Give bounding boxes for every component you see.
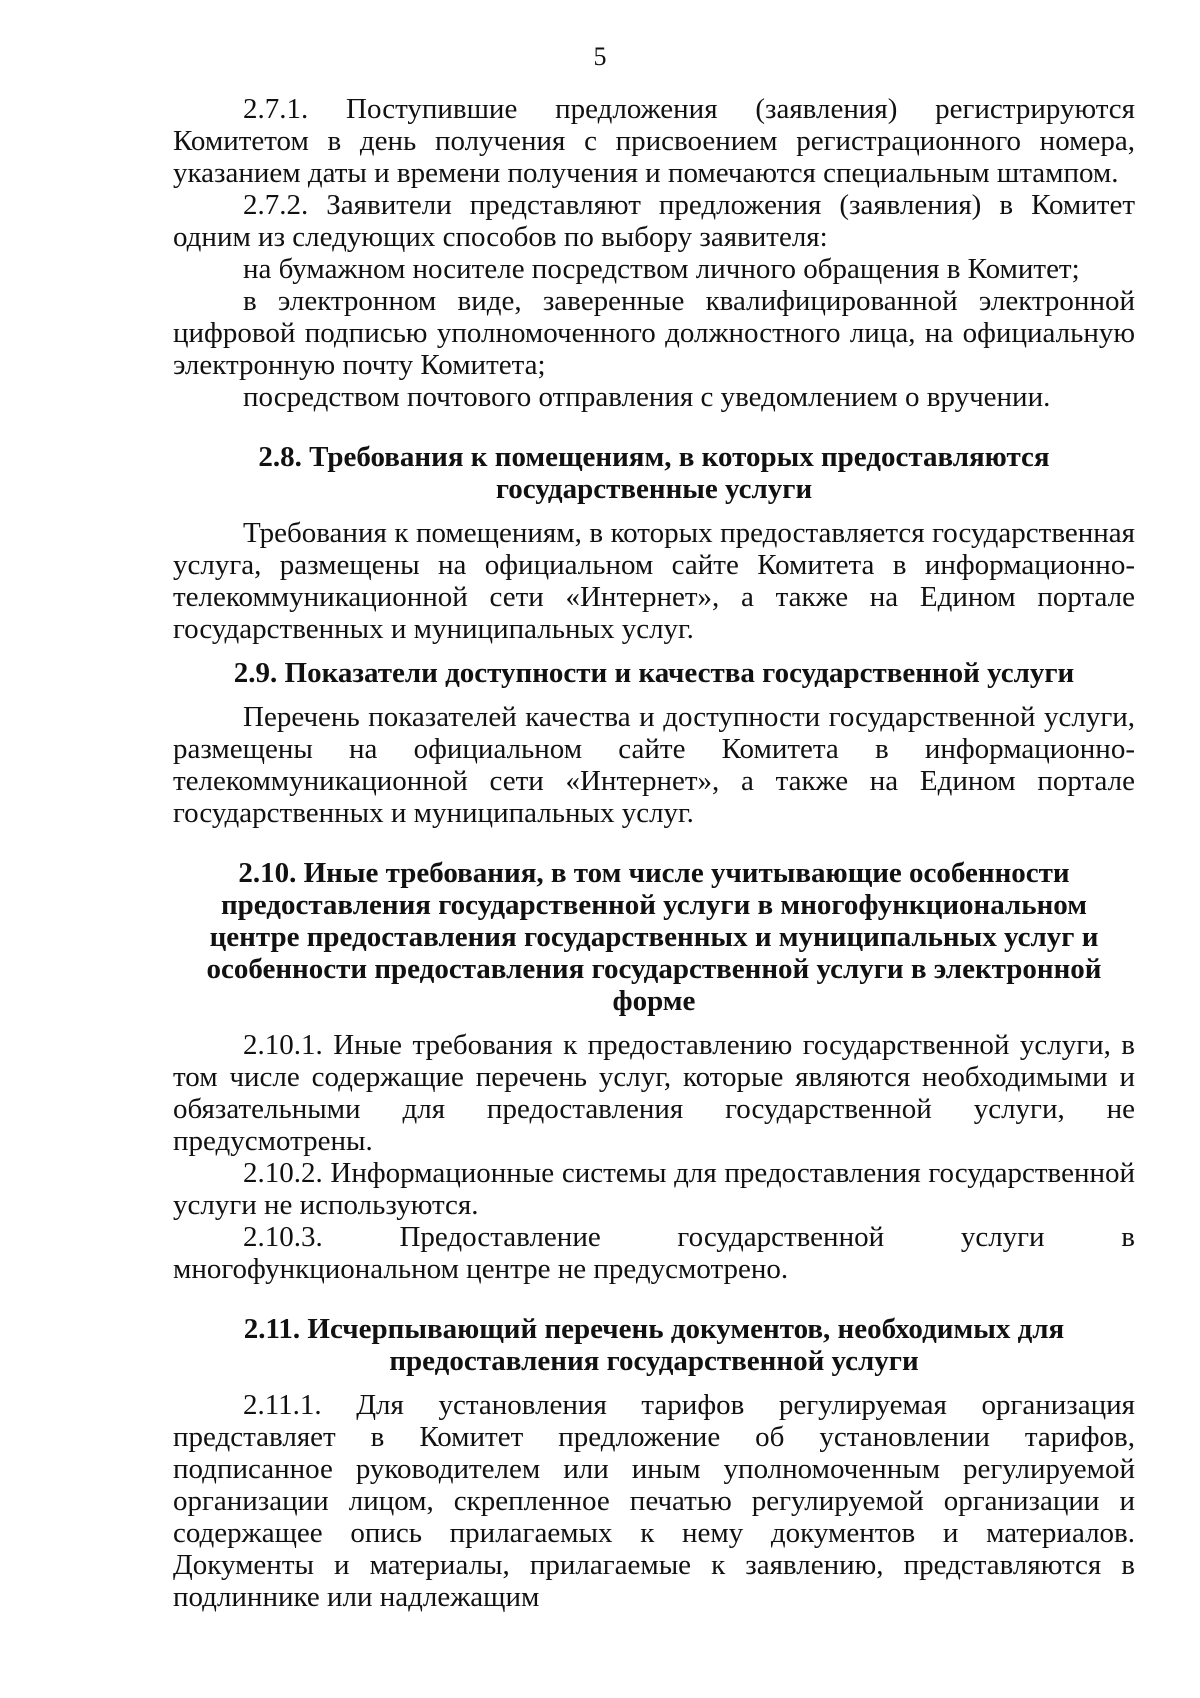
section-2-11 bbox=[173, 1313, 1135, 1613]
section-heading-2-8: 2.8. Требования к помещениям, в которых предоставляются государственные услуги bbox=[258, 441, 1050, 505]
section-heading-2-9: 2.9. Показатели доступности и качества государственной услуги bbox=[233, 657, 1075, 689]
paragraph-2-7-2: 2.7.2. Заявители представляют предложения (заявления) в Комитет одним из следующих способов по выбору заявителя: bbox=[173, 189, 1135, 253]
paragraph-2-10-3: 2.10.3. Предоставление государственной услуги в многофункциональном центре не предусмотрено. bbox=[173, 1221, 1135, 1285]
section-2-8 bbox=[173, 441, 1135, 645]
paragraph-2-10-1: 2.10.1. Иные требования к предоставлению государственной услуги, в том числе содержащие перечень услуг, которые являются необходимыми и обязательными для предоставления государственной услуги, не предусмотрены. bbox=[173, 1029, 1135, 1157]
section-heading-2-10: 2.10. Иные требования, в том числе учитывающие особенности предоставления государственной услуги в многофункциональном центре предоставления государственных и муниципальных услуг и особенности предоставления государственной услуги в электронной форме bbox=[206, 857, 1102, 1017]
paragraph-quality-indicators: Перечень показателей качества и доступности государственной услуги, размещены на официальном сайте Комитета в информационно-телекоммуникационной сети «Интернет», а также на Едином портале государственных и муниципальных услуг. bbox=[173, 701, 1135, 829]
paragraph-paper-method: на бумажном носителе посредством личного обращения в Комитет; bbox=[243, 253, 1080, 285]
paragraph-postal-method: посредством почтового отправления с уведомлением о вручении. bbox=[243, 381, 1051, 413]
paragraph-premises-requirements: Требования к помещениям, в которых предоставляется государственная услуга, размещены на официальном сайте Комитета в информационно-телекоммуникационной сети «Интернет», а также на Едином портале государственных и муниципальных услуг. bbox=[173, 517, 1135, 645]
section-2-7 bbox=[173, 93, 1135, 413]
paragraph-2-11-1: 2.11.1. Для установления тарифов регулируемая организация представляет в Комитет предложение об установлении тарифов, подписанное руководителем или иным уполномоченным регулируемой организации лицом, скрепленное печатью регулируемой организации и содержащее опись прилагаемых к нему документов и материалов. Документы и материалы, прилагаемые к заявлению, представляются в подлиннике или надлежащим bbox=[173, 1389, 1135, 1613]
paragraph-2-7-1: 2.7.1. Поступившие предложения (заявления) регистрируются Комитетом в день получения с присвоением регистрационного номера, указанием даты и времени получения и помечаются специальным штампом. bbox=[173, 93, 1135, 189]
paragraph-electronic-method: в электронном виде, заверенные квалифицированной электронной цифровой подписью уполномоченного должностного лица, на официальную электронную почту Комитета; bbox=[173, 285, 1135, 381]
document-body bbox=[173, 93, 1135, 1613]
section-2-10 bbox=[173, 857, 1135, 1285]
section-2-9 bbox=[173, 657, 1135, 829]
paragraph-2-10-2: 2.10.2. Информационные системы для предоставления государственной услуги не используются. bbox=[173, 1157, 1135, 1221]
section-heading-2-11: 2.11. Исчерпывающий перечень документов, необходимых для предоставления государственной услуги bbox=[243, 1313, 1065, 1377]
page-number: 5 bbox=[593, 42, 607, 71]
